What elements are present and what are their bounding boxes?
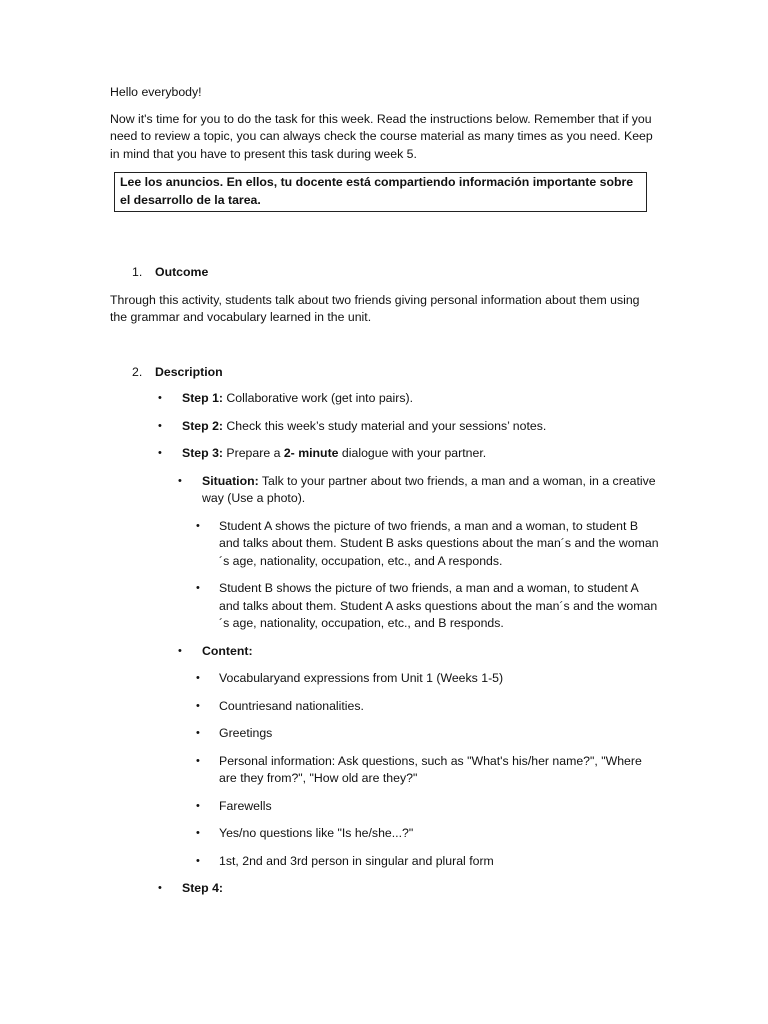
situation-subitem-text: Student B shows the picture of two friends, a man and a woman, to student A and talks about them. Student A asks questions about the man´s and the woman´s age, nationality, occupation, etc., and B responds.	[219, 581, 658, 630]
content-subitem-text: Yes/no questions like "Is he/she...?"	[219, 826, 414, 840]
content-subitem	[110, 753, 660, 788]
bullet-icon: •	[158, 882, 162, 894]
content-subitem	[110, 725, 660, 743]
bullet-icon: •	[196, 582, 200, 594]
bullet-icon: •	[158, 447, 162, 459]
bullet-icon: •	[178, 644, 182, 657]
step-1-text: Collaborative work (get into pairs).	[223, 391, 413, 405]
outcome-text: Through this activity, students talk about two friends giving personal information about them using the grammar and vocabulary learned in the unit.	[110, 292, 640, 324]
step-3-label: Step 3:	[182, 446, 223, 460]
content-subitem-text: Vocabularyand expressions from Unit 1 (Weeks 1-5)	[219, 671, 504, 685]
content-label: Content:	[202, 643, 253, 658]
content-subitem-text: 1st, 2nd and 3rd person in singular and plural form	[219, 853, 494, 868]
content-subitem	[110, 825, 660, 843]
bullet-icon: •	[196, 754, 200, 767]
situation-subitem-text: Student A shows the picture of two friends, a man and a woman, to student B and talks about them. Student B asks questions about the man´s and the woman´s age, nationality, occupation, etc., and A responds.	[219, 518, 659, 568]
bullet-icon: •	[196, 672, 200, 684]
situation-item	[110, 473, 660, 508]
step-1-label: Step 1:	[182, 391, 223, 405]
description-heading	[110, 364, 660, 382]
content-subitem-text: Greetings	[219, 726, 273, 740]
content-item	[110, 643, 660, 661]
content-subitem-text: Countriesand nationalities.	[219, 698, 364, 713]
content-subitem	[110, 698, 660, 716]
step-3-duration: 2- minute	[283, 446, 339, 460]
bullet-icon: •	[158, 419, 162, 432]
bullet-icon: •	[196, 699, 200, 712]
content-subitem	[110, 853, 660, 871]
step-1-item	[110, 390, 660, 408]
bullet-icon: •	[196, 799, 200, 812]
bullet-icon: •	[196, 827, 200, 839]
situation-subitem	[110, 580, 660, 633]
situation-subitem	[110, 518, 660, 571]
outcome-title: Outcome	[155, 265, 209, 279]
bullet-icon: •	[196, 519, 200, 532]
intro-paragraph: Now it's time for you to do the task for this week. Read the instructions below. Remember that if you need to review a topic, you can always check the course material as many times as you need. Keep in mind that you have to present this task during week 5.	[110, 111, 653, 161]
content-subitem	[110, 670, 660, 688]
situation-text: Talk to your partner about two friends, a man and a woman, in a creative way (Use a photo).	[202, 473, 656, 505]
step-2-item	[110, 418, 660, 436]
description-number: 2.	[132, 364, 143, 379]
document-page	[110, 84, 660, 908]
step-3-text-after: dialogue with your partner.	[338, 446, 487, 460]
announcement-notice-box: Lee los anuncios. En ellos, tu docente está compartiendo información importante sobre el desarrollo de la tarea.	[114, 172, 647, 212]
step-3-text-before: Prepare a	[223, 446, 284, 460]
step-2-label: Step 2:	[182, 418, 223, 433]
bullet-icon: •	[178, 474, 182, 487]
outcome-heading	[110, 264, 660, 282]
description-title: Description	[155, 364, 223, 379]
bullet-icon: •	[158, 392, 162, 404]
step-2-text: Check this week’s study material and your sessions’ notes.	[223, 418, 547, 433]
greeting-text: Hello everybody!	[110, 85, 202, 99]
step-3-item	[110, 445, 660, 463]
content-subitem-text: Farewells	[219, 798, 272, 813]
bullet-icon: •	[196, 727, 200, 739]
content-subitem-text: Personal information: Ask questions, such as "What's his/her name?", "Where are they from?", "How old are they?"	[219, 753, 642, 785]
situation-label: Situation:	[202, 473, 259, 488]
content-subitem	[110, 798, 660, 816]
step-4-item	[110, 880, 660, 898]
step-4-label: Step 4:	[182, 881, 223, 895]
outcome-number: 1.	[132, 265, 143, 279]
bullet-icon: •	[196, 854, 200, 867]
